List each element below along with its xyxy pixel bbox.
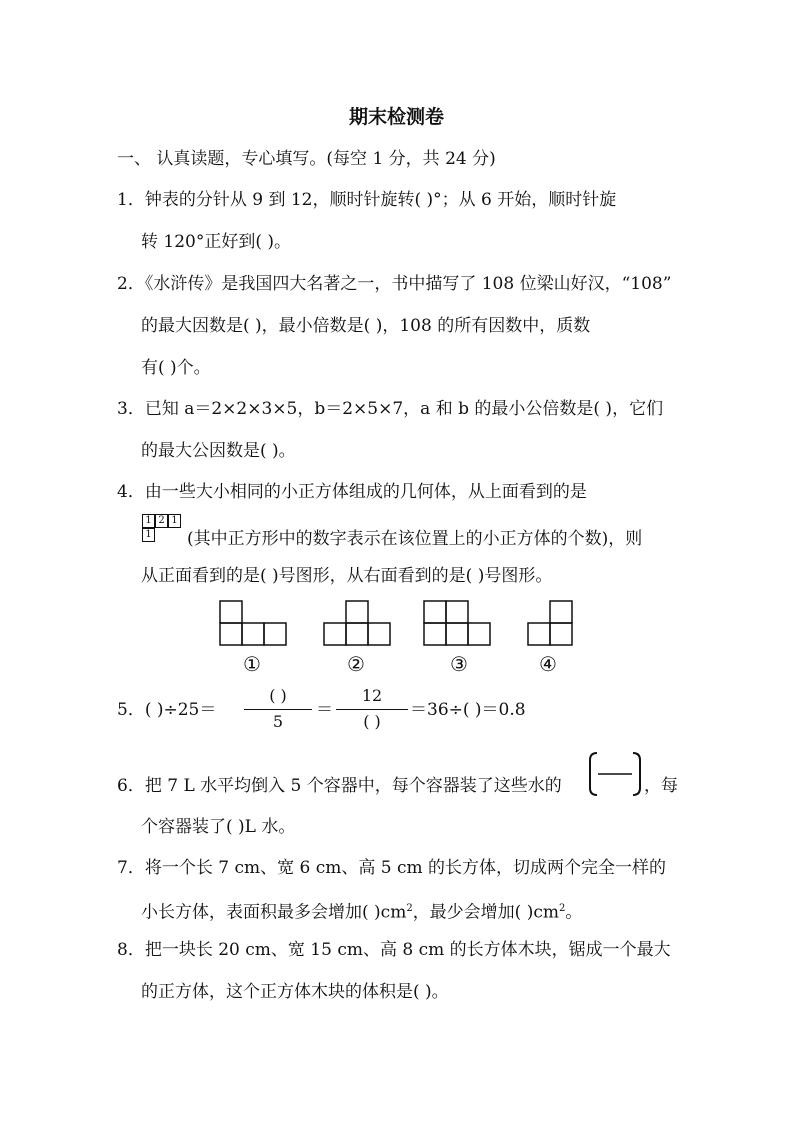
question-8-line-1: 8．把一块长 20 cm、宽 15 cm、高 8 cm 的长方体木块，锯成一个最大: [117, 940, 671, 960]
question-3-line-2: 的最大公因数是( )。: [141, 441, 296, 461]
question-2-line-3: 有( )个。: [141, 358, 211, 378]
question-7-line-1: 7．将一个长 7 cm、宽 6 cm、高 5 cm 的长方体，切成两个完全一样的: [117, 858, 667, 878]
fraction-2-denominator: ( ): [363, 712, 381, 731]
fraction-blank: [588, 750, 642, 798]
superscript: 2: [406, 903, 413, 914]
fraction-1-denominator: 5: [272, 712, 284, 731]
question-2-line-1: 2．《水浒传》是我国四大名著之一，书中描写了 108 位梁山好汉，“108”: [117, 274, 672, 294]
figure-label-4: ④: [539, 652, 557, 676]
question-4-line-1: 4．由一些大小相同的小正方体组成的几何体，从上面看到的是: [117, 482, 587, 502]
question-4-line-2: (其中正方形中的数字表示在该位置上的小正方体的个数)，则: [187, 529, 643, 549]
grid-cell: 1: [168, 514, 181, 528]
question-6-line-2: 个容器装了( )L 水。: [141, 817, 296, 837]
question-4-line-3: 从正面看到的是( )号图形，从右面看到的是( )号图形。: [141, 566, 553, 586]
fraction-1-numerator: ( ): [269, 686, 287, 705]
question-8-line-2: 的正方体，这个正方体木块的体积是( )。: [141, 982, 449, 1002]
grid-cell: 1: [142, 514, 155, 528]
equals-sign: ＝: [316, 700, 333, 720]
page-title: 期末检测卷: [348, 106, 444, 128]
question-6-line-1-tail: ，每: [644, 776, 678, 796]
view-figure-4: [527, 600, 575, 648]
question-5-lead: 5．( )÷25＝: [117, 700, 217, 720]
question-5-tail: ＝36÷( )＝0.8: [410, 700, 526, 720]
view-figure-2: [323, 600, 393, 648]
grid-cell: 2: [155, 514, 168, 528]
question-3-line-1: 3．已知 a＝2×2×3×5，b＝2×5×7，a 和 b 的最小公倍数是( )，它们: [117, 399, 664, 419]
question-7-part-a: 小长方体，表面积最多会增加( )cm: [141, 902, 407, 923]
fraction-bar: [244, 709, 312, 710]
figure-label-3: ③: [450, 652, 468, 676]
view-figure-3: [423, 600, 493, 648]
section-heading: 一、 认真读题，专心填写。(每空 1 分，共 24 分): [117, 149, 496, 169]
question-6-line-1: 6．把 7 L 水平均倒入 5 个容器中，每个容器装了这些水的: [117, 776, 562, 796]
question-2-line-2: 的最大因数是( )，最小倍数是( )，108 的所有因数中，质数: [141, 316, 591, 336]
superscript: 2: [559, 903, 566, 914]
fraction-2-numerator: 12: [361, 686, 383, 705]
fraction-bar: [336, 709, 408, 710]
question-1-line-1: 1．钟表的分针从 9 到 12，顺时针旋转( )°；从 6 开始，顺时针旋: [117, 190, 617, 210]
question-7-part-c: 。: [565, 902, 583, 923]
grid-cell: 1: [142, 528, 155, 542]
fraction-1: [244, 687, 312, 733]
view-figure-1: [219, 600, 289, 648]
question-7-line-2: [141, 898, 582, 924]
figure-label-1: ①: [243, 652, 261, 676]
fraction-2: [336, 687, 408, 733]
question-1-line-2: 转 120°正好到( )。: [141, 232, 292, 252]
figure-label-2: ②: [347, 652, 365, 676]
question-7-part-b: ，最少会增加( )cm: [412, 902, 559, 923]
